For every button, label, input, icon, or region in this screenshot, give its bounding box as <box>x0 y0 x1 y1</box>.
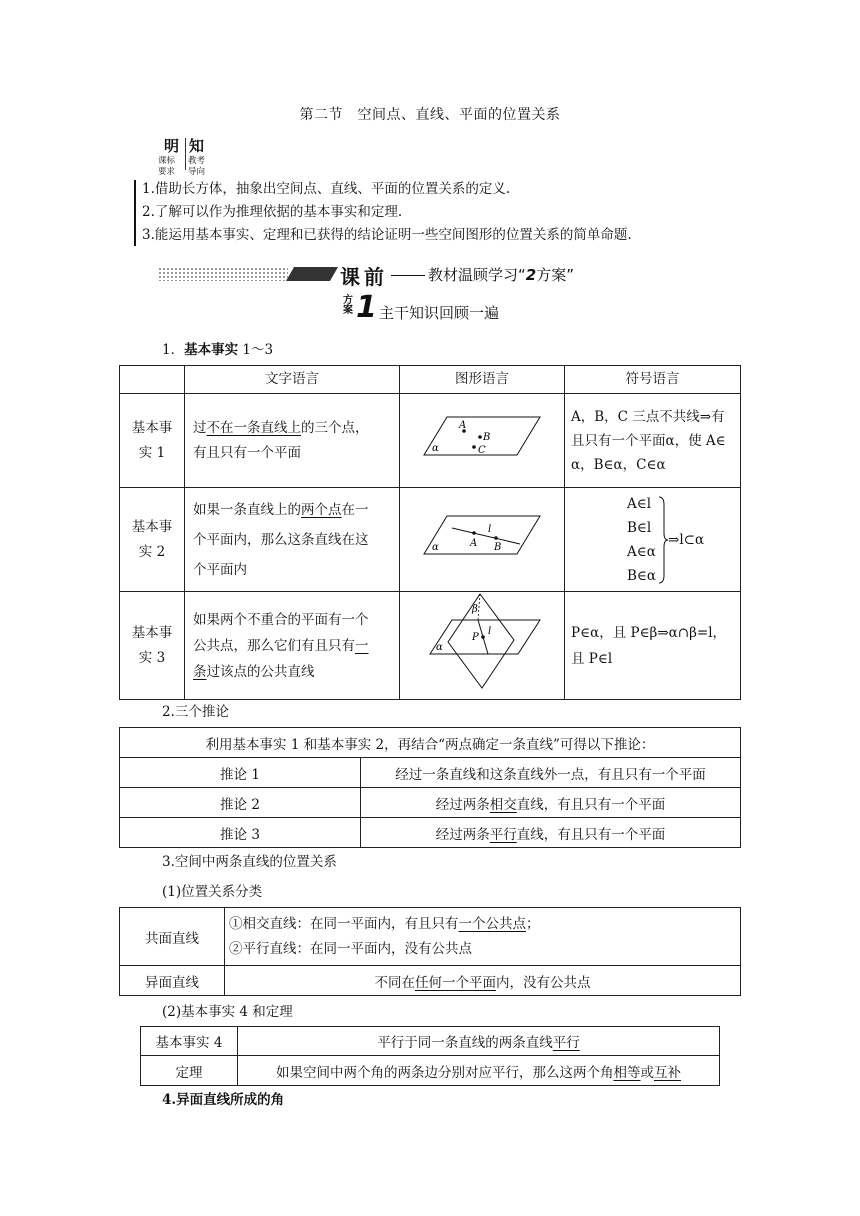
logo-sub: 要求 <box>158 167 176 177</box>
table-row <box>120 394 741 488</box>
section3-heading: 3.空间中两条直线的位置关系 <box>162 854 337 870</box>
plan-label: 方 案 <box>343 295 353 316</box>
header-cell: 符号语言 <box>565 366 741 394</box>
fact-symbol: P∈α，且 P∈β⇒α∩β=l， 且 P∈l <box>565 592 741 700</box>
fact4-name: 基本事实 4 <box>141 1027 238 1056</box>
plan-heading <box>343 290 543 326</box>
fact-figure <box>400 592 565 700</box>
corollary-name: 推论 1 <box>120 758 361 788</box>
svg-text:α: α <box>436 642 443 653</box>
table-row <box>120 908 741 966</box>
table-row <box>120 728 741 758</box>
svg-text:B: B <box>483 432 491 443</box>
table-row <box>120 758 741 788</box>
logo <box>158 135 216 177</box>
symbol-line: A∈α <box>627 543 656 560</box>
banner-subtitle: 教材温顾学习“2方案” <box>428 266 574 284</box>
intersecting-planes-figure <box>422 592 542 690</box>
plane-three-points-figure <box>422 411 542 461</box>
symbol-line: B∈l <box>627 519 652 536</box>
logo-sub: 课标 <box>158 156 176 166</box>
table-row <box>120 488 741 592</box>
logo-sub: 导向 <box>188 167 206 177</box>
requirement-item: 1.借助长方体，抽象出空间点、直线、平面的位置关系的定义. <box>142 181 511 197</box>
logo-sub: 教考 <box>188 156 206 166</box>
fact-text: 过不在一条直线上的三个点， 有且只有一个平面 <box>185 394 400 488</box>
svg-text:A: A <box>459 420 467 431</box>
fact-text: 如果两个不重合的平面有一个 公共点，那么它们有且只有一 条过该点的公共直线 <box>185 592 400 700</box>
plan-number: 1 <box>356 290 377 325</box>
section3-sub2: (2)基本事实 4 和定理 <box>162 1004 293 1020</box>
table-row <box>120 592 741 700</box>
logo-char: 明 <box>164 137 180 155</box>
header-cell: 图形语言 <box>400 366 565 394</box>
theorem-text: 如果空间中两个角的两条边分别对应平行，那么这两个角相等或互补 <box>238 1056 720 1086</box>
section4-heading: 4.异面直线所成的角 <box>162 1092 285 1108</box>
banner-slant <box>286 267 338 281</box>
logo-char: 知 <box>189 137 205 155</box>
banner-dots <box>158 267 288 281</box>
logo-divider <box>185 138 186 170</box>
section3-sub1: (1)位置关系分类 <box>162 884 263 900</box>
symbol-line: B∈α <box>627 567 657 584</box>
svg-text:α: α <box>432 443 439 454</box>
banner-dash <box>391 275 425 276</box>
corollary-name: 推论 2 <box>120 788 361 818</box>
corollary-text: 经过两条相交直线，有且只有一个平面 <box>361 788 741 818</box>
relation-name: 异面直线 <box>120 966 225 996</box>
svg-text:α: α <box>432 542 439 553</box>
requirement-item: 2.了解可以作为推理依据的基本事实和定理. <box>142 204 403 220</box>
corollary-text: 经过两条平行直线，有且只有一个平面 <box>361 818 741 848</box>
requirements-bar <box>134 180 136 246</box>
relation-desc: ①相交直线：在同一平面内，有且只有一个公共点； ②平行直线：在同一平面内，没有公共点 <box>225 908 741 966</box>
symbol-line: A∈l <box>627 495 652 512</box>
table-row <box>141 1027 720 1056</box>
line-relations-table <box>119 907 741 996</box>
fact4-table <box>140 1026 720 1086</box>
plan-title: 主干知识回顾一遍 <box>379 304 500 322</box>
corollary-intro: 利用基本事实 1 和基本事实 2，再结合“两点确定一条直线”可得以下推论： <box>120 728 741 758</box>
fact-name: 基本事 实 3 <box>120 592 185 700</box>
symbol-result: ⇒l⊂α <box>668 531 705 548</box>
fact-symbol: A，B，C 三点不共线⇒有 且只有一个平面α，使 A∈ α，B∈α，C∈α <box>565 394 741 488</box>
fact-symbol <box>565 488 741 592</box>
fact-text: 如果一条直线上的两个点在一 个平面内，那么这条直线在这 个平面内 <box>185 488 400 592</box>
brace-icon <box>658 495 668 585</box>
theorem-name: 定理 <box>141 1056 238 1086</box>
section2-heading: 2.三个推论 <box>162 704 229 720</box>
table-row <box>120 966 741 996</box>
svg-text:C: C <box>478 445 486 456</box>
fact-name: 基本事 实 1 <box>120 394 185 488</box>
fact-figure <box>400 488 565 592</box>
corollaries-table <box>119 727 741 848</box>
table-row <box>120 818 741 848</box>
relation-desc: 不同在任何一个平面内，没有公共点 <box>225 966 741 996</box>
relation-name: 共面直线 <box>120 908 225 966</box>
section-banner <box>158 263 628 287</box>
banner-title: 课前 <box>340 265 388 289</box>
table-header-row <box>120 366 741 394</box>
svg-text:β: β <box>472 604 478 615</box>
svg-text:l: l <box>488 524 492 535</box>
svg-text:P: P <box>472 632 479 643</box>
page-title: 第二节 空间点、直线、平面的位置关系 <box>299 107 561 123</box>
line-in-plane-figure <box>422 510 542 560</box>
svg-text:B: B <box>494 542 502 553</box>
requirement-item: 3.能运用基本事实、定理和已获得的结论证明一些空间图形的位置关系的简单命题. <box>142 227 632 243</box>
corollary-text: 经过一条直线和这条直线外一点，有且只有一个平面 <box>361 758 741 788</box>
basic-facts-table <box>119 365 741 700</box>
fact-name: 基本事 实 2 <box>120 488 185 592</box>
table-row <box>141 1056 720 1086</box>
svg-text:A: A <box>470 538 478 549</box>
section1-heading: 1．基本事实 1～3 <box>162 342 274 358</box>
header-cell: 文字语言 <box>185 366 400 394</box>
fact4-text: 平行于同一条直线的两条直线平行 <box>238 1027 720 1056</box>
requirements <box>134 178 754 247</box>
table-row <box>120 788 741 818</box>
svg-text:l: l <box>488 626 492 637</box>
corollary-name: 推论 3 <box>120 818 361 848</box>
fact-figure <box>400 394 565 488</box>
